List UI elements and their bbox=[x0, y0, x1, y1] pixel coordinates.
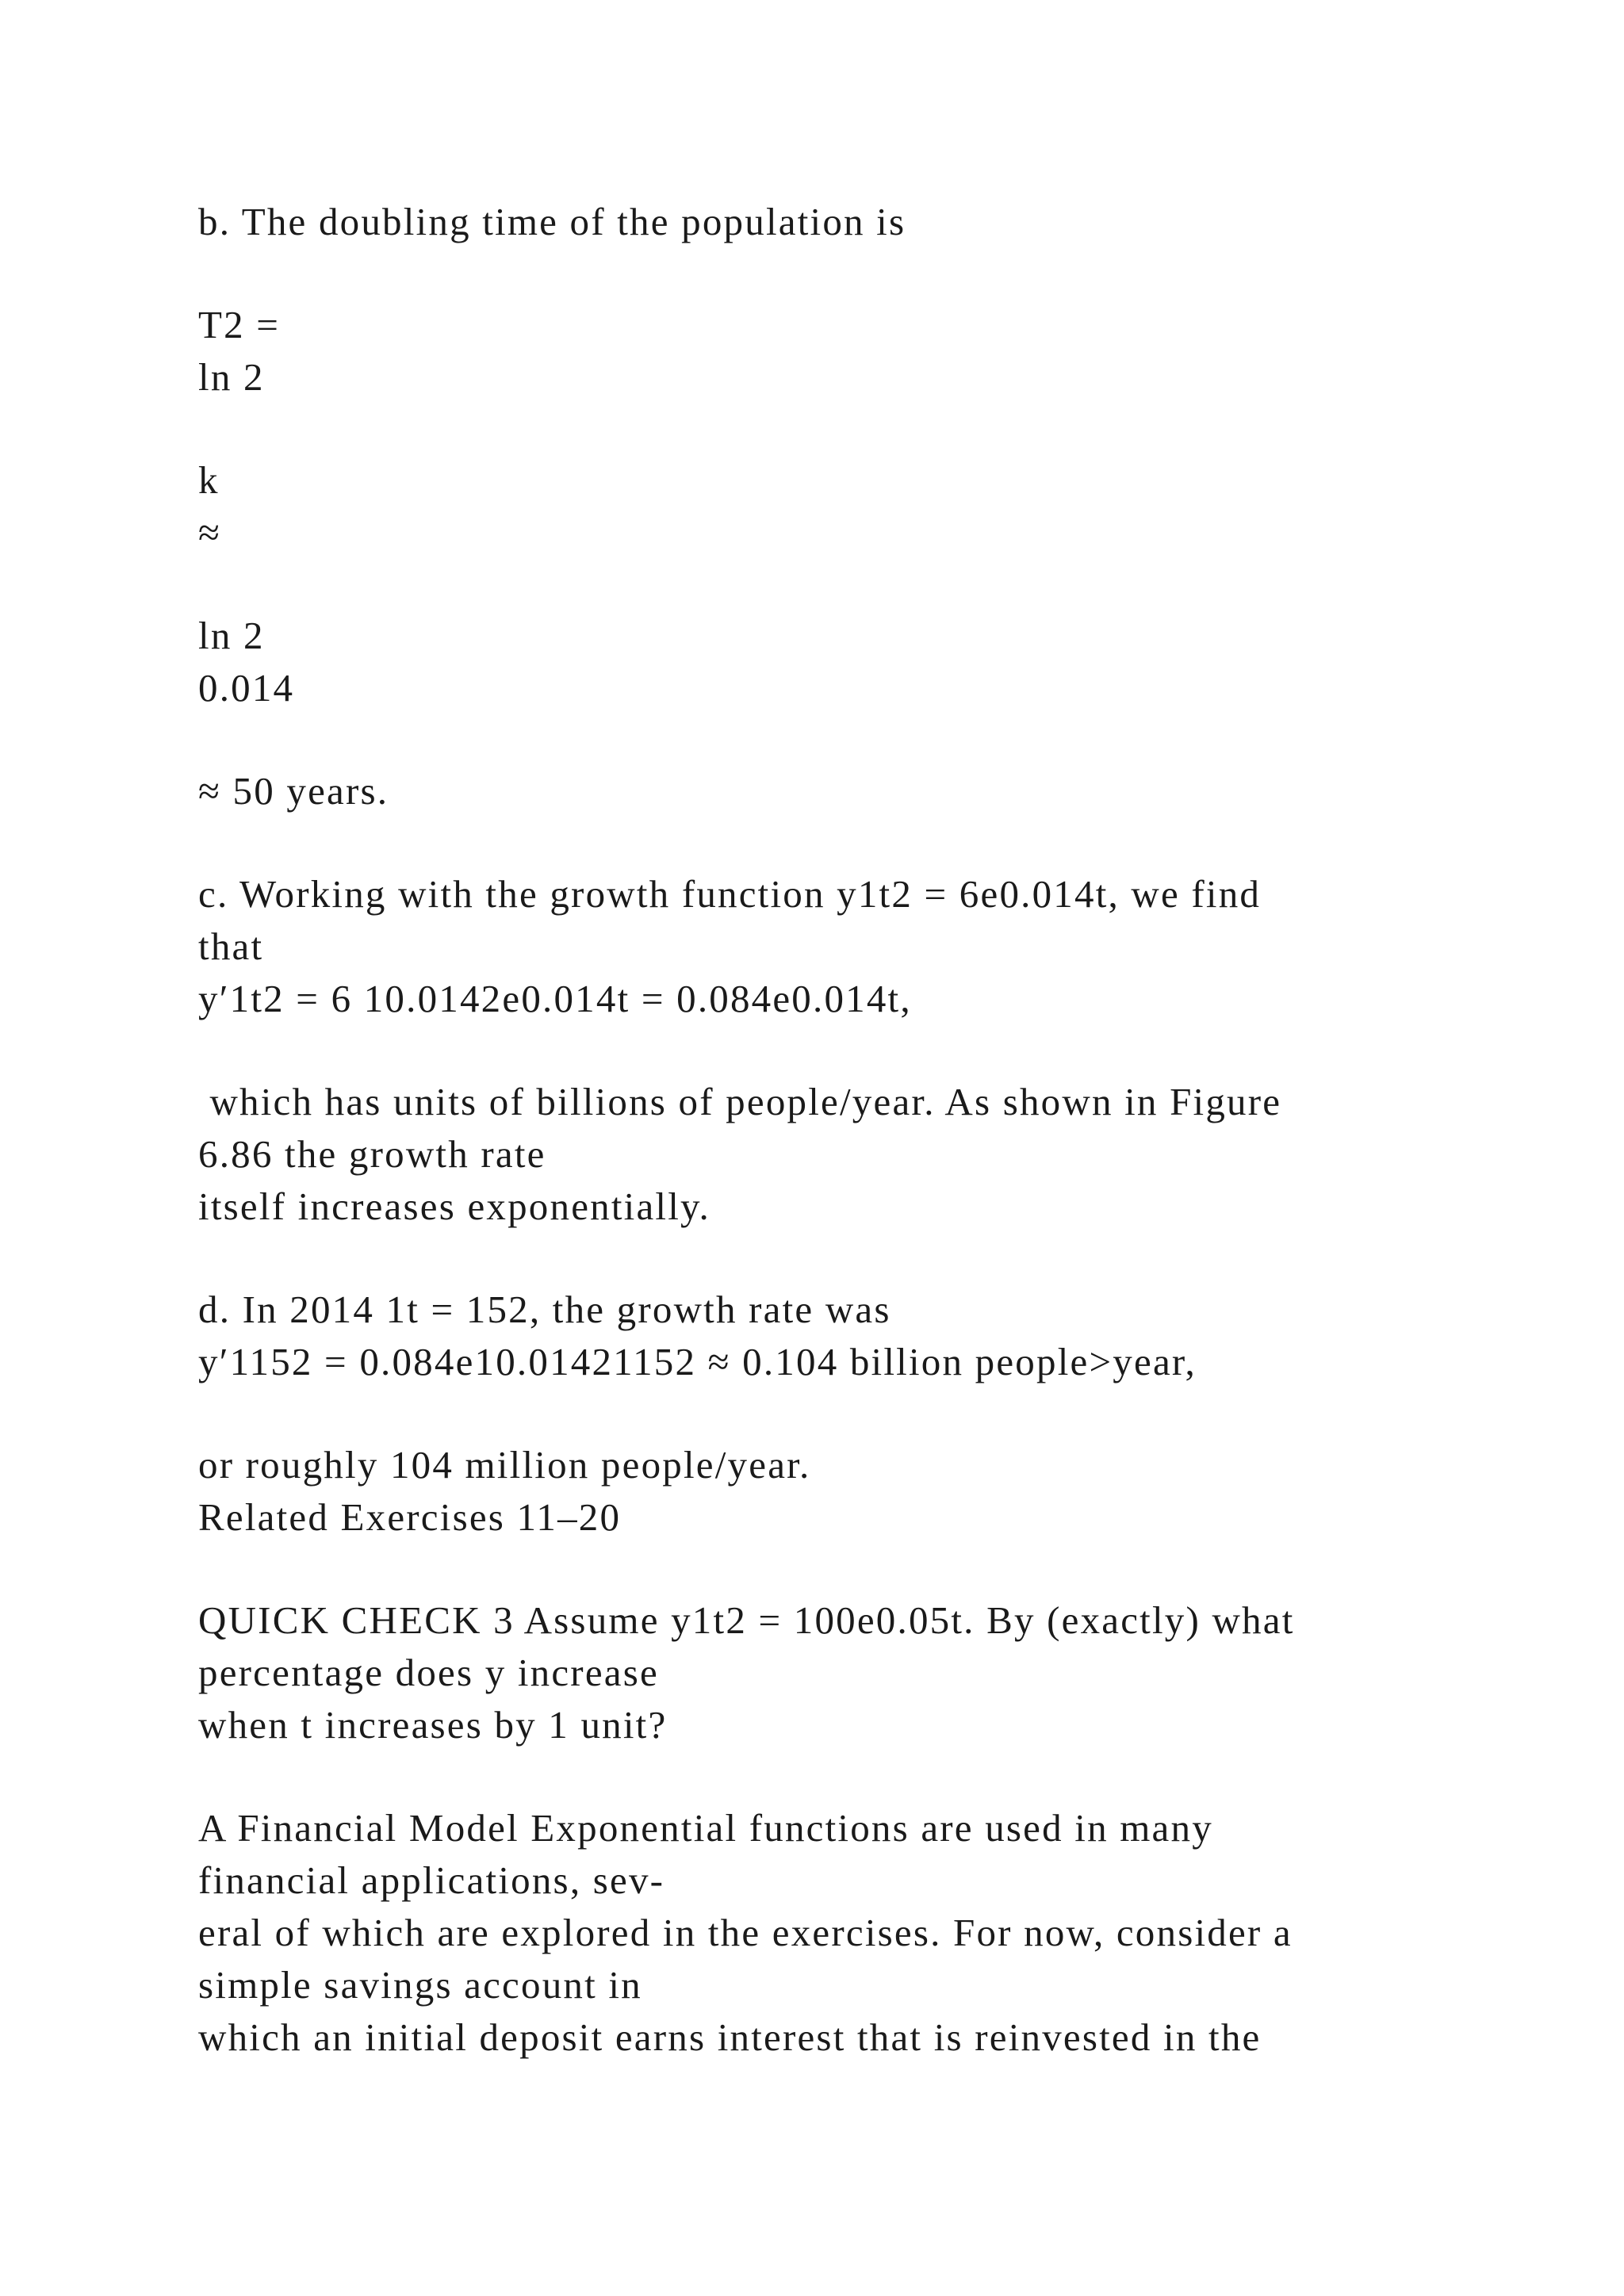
units-text: 6.86 the growth rate bbox=[198, 1132, 546, 1176]
fraction-denominator: k bbox=[198, 458, 220, 502]
financial-model-paragraph: eral of which are explored in the exercises. For now, consider a bbox=[198, 1911, 1293, 1954]
financial-model-paragraph: which an initial deposit earns interest that is reinvested in the bbox=[198, 2015, 1262, 2059]
fraction-numerator: ln 2 bbox=[198, 614, 265, 657]
part-c-text: that bbox=[198, 924, 264, 968]
quick-check-text: when t increases by 1 unit? bbox=[198, 1703, 668, 1747]
approx-symbol: ≈ bbox=[198, 511, 222, 554]
doubling-time-result: ≈ 50 years. bbox=[198, 769, 389, 813]
part-d-text: d. In 2014 1t = 152, the growth rate was bbox=[198, 1288, 891, 1331]
quick-check-text: percentage does y increase bbox=[198, 1651, 659, 1694]
growth-rate-conclusion: or roughly 104 million people/year. bbox=[198, 1443, 811, 1487]
related-exercises: Related Exercises 11–20 bbox=[198, 1495, 622, 1539]
financial-model-paragraph: simple savings account in bbox=[198, 1963, 642, 2007]
fraction-numerator: ln 2 bbox=[198, 355, 265, 399]
part-c-text: c. Working with the growth function y1t2 = 6e0.014t, we find bbox=[198, 872, 1262, 916]
units-text: itself increases exponentially. bbox=[198, 1184, 711, 1228]
doubling-time-symbol: T2 = bbox=[198, 303, 281, 346]
growth-rate-equation: y′1152 = 0.084e10.01421152 ≈ 0.104 billion people>year, bbox=[198, 1340, 1197, 1383]
part-b-heading: b. The doubling time of the population is bbox=[198, 200, 906, 243]
units-text: which has units of billions of people/year. As shown in Figure bbox=[198, 1080, 1282, 1123]
financial-model-paragraph: financial applications, sev- bbox=[198, 1858, 665, 1902]
quick-check-text: QUICK CHECK 3 Assume y1t2 = 100e0.05t. By (exactly) what bbox=[198, 1598, 1295, 1642]
fraction-denominator: 0.014 bbox=[198, 666, 295, 710]
financial-model-paragraph: A Financial Model Exponential functions are used in many bbox=[198, 1806, 1213, 1850]
derivative-equation: y′1t2 = 6 10.0142e0.014t = 0.084e0.014t, bbox=[198, 977, 912, 1020]
